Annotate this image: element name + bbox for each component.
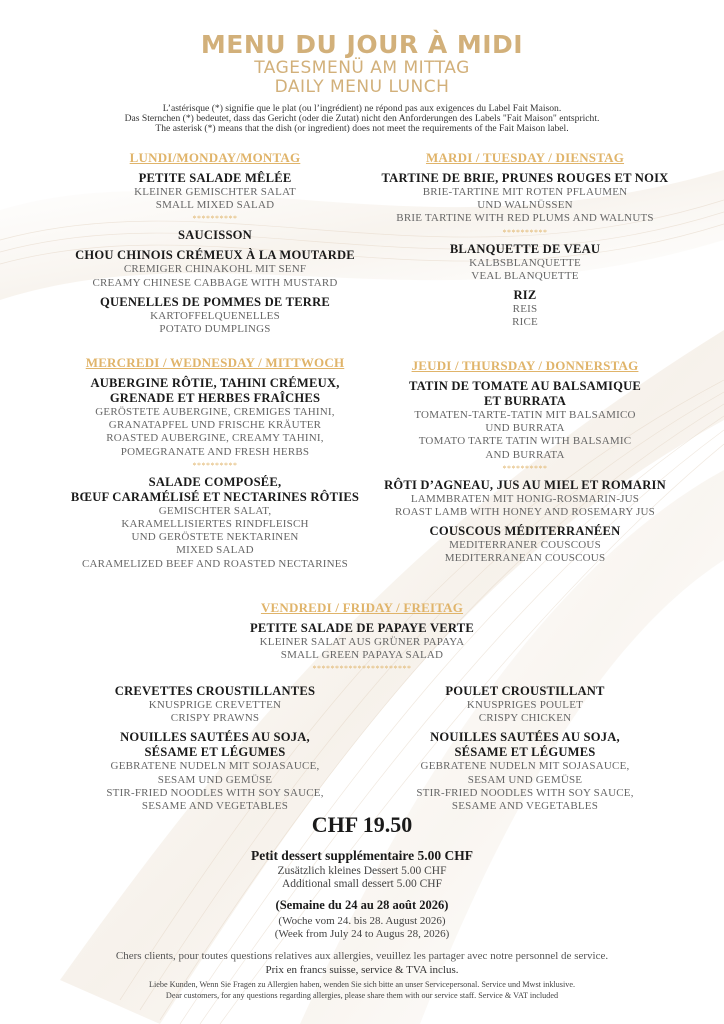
- dish-name: ET BURRATA: [483, 394, 567, 408]
- week-note-en: (Week from July 24 to Augus 28, 2026): [274, 928, 450, 940]
- day-heading-tuesday: MARDI / TUESDAY / DIENSTAG: [425, 150, 625, 165]
- dish-translation-en: BRIE TARTINE WITH RED PLUMS AND WALNUTS: [396, 212, 654, 225]
- dish-translation-de: GEMISCHTER SALAT,: [158, 504, 272, 517]
- dish-name: TATIN DE TOMATE AU BALSAMIQUE: [408, 379, 642, 393]
- asterisk-note-fr: L’astérisque (*) signifie que le plat (ou l’ingrédient) ne répond pas aux exigences du Label Fait Maison.: [162, 103, 562, 114]
- friday-section: [0, 600, 724, 678]
- friday-option-prawns: [50, 684, 380, 813]
- dish-name: CHOU CHINOIS CRÉMEUX À LA MOUTARDE: [75, 248, 355, 263]
- dish-translation-en: CRISPY CHICKEN: [478, 712, 572, 725]
- day-heading-wednesday: MERCREDI / WEDNESDAY / MITTWOCH: [85, 355, 345, 370]
- dish-translation-en: CREAMY CHINESE CABBAGE WITH MUSTARD: [92, 276, 338, 289]
- week-note-fr: (Semaine du 24 au 28 août 2026): [275, 898, 449, 912]
- dish-translation-en: STIR-FRIED NOODLES WITH SOY SAUCE,: [416, 786, 634, 799]
- dish-translation-de: LAMMBRATEN MIT HONIG-ROSMARIN-JUS: [410, 492, 640, 505]
- separator: **********: [192, 214, 238, 224]
- asterisk-note-en: The asterisk (*) means that the dish (or ingredient) does not meet the requirements of the Fait Maison label.: [155, 123, 569, 134]
- dish-translation-de: TOMATEN-TARTE-TATIN MIT BALSAMICO: [414, 409, 636, 421]
- dish-translation-de: MEDITERRANER COUSCOUS: [449, 539, 601, 552]
- thursday-section: [360, 358, 690, 566]
- dish-name: POULET CROUSTILLANT: [445, 684, 605, 698]
- dish-name: AUBERGINE RÔTIE, TAHINI CRÉMEUX,: [90, 376, 340, 390]
- separator: **********: [502, 463, 548, 473]
- dessert-note-de: Zusätzlich kleines Dessert 5.00 CHF: [277, 865, 447, 877]
- dish-name: SAUCISSON: [178, 228, 252, 243]
- dish-name: QUENELLES DE POMMES DE TERRE: [100, 294, 330, 309]
- dish-translation-en: MIXED SALAD: [176, 544, 254, 557]
- dish-translation-en: ROAST LAMB WITH HONEY AND ROSEMARY JUS: [394, 506, 655, 519]
- day-heading-friday: VENDREDI / FRIDAY / FREITAG: [260, 600, 464, 615]
- dish-translation-de: GEBRATENE NUDELN MIT SOJASAUCE,: [110, 760, 320, 773]
- dish-name: SÉSAME ET LÉGUMES: [144, 745, 286, 760]
- dish-name: CREVETTES CROUSTILLANTES: [114, 684, 316, 698]
- asterisk-note-de: Das Sternchen (*) bedeutet, dass das Gericht (oder die Zutat) nicht den Anforderungen des Labels "Fait Maison" entspricht.: [124, 113, 600, 124]
- dish-translation-de: REIS: [512, 303, 538, 316]
- dish-translation-de: GERÖSTETE AUBERGINE, CREMIGES TAHINI,: [95, 406, 335, 418]
- tuesday-section: [360, 150, 690, 329]
- dish-name: TARTINE DE BRIE, PRUNES ROUGES ET NOIX: [381, 171, 669, 185]
- dish-translation-de: KARAMELLISIERTES RINDFLEISCH: [121, 518, 309, 531]
- dessert-note-fr: Petit dessert supplémentaire 5.00 CHF: [250, 848, 474, 863]
- page-title: MENU DU JOUR À MIDI: [200, 30, 524, 59]
- dish-name: PETITE SALADE MÊLÉE: [138, 171, 292, 185]
- dish-name: SALADE COMPOSÉE,: [148, 474, 282, 489]
- dish-translation-de: KALBSBLANQUETTE: [469, 256, 581, 269]
- dish-translation-en: TOMATO TARTE TATIN WITH BALSAMIC: [418, 435, 632, 448]
- dish-translation-de: KLEINER GEMISCHTER SALAT: [134, 186, 296, 198]
- dish-name: NOUILLES SAUTÉES AU SOJA,: [430, 730, 620, 745]
- subtitle-en: DAILY MENU LUNCH: [274, 77, 450, 97]
- dish-translation-en: MEDITERRANEAN COUSCOUS: [444, 552, 606, 565]
- price-info-fr: Prix en francs suisse, service & TVA inclus.: [265, 964, 459, 976]
- dish-translation-de: GRANATAPFEL UND FRISCHE KRÄUTER: [108, 419, 322, 432]
- separator: **********************: [312, 664, 412, 674]
- dish-translation-de: SESAM UND GEMÜSE: [157, 773, 273, 786]
- separator: **********: [192, 460, 238, 470]
- dish-translation-en: SMALL MIXED SALAD: [155, 199, 275, 212]
- allergy-note-de: Liebe Kunden, Wenn Sie Fragen zu Allergien haben, wenden Sie sich bitte an unser Servicepersonal. Service und Mwst inklusive.: [148, 980, 576, 989]
- dish-name: BŒUF CARAMÉLISÉ ET NECTARINES RÔTIES: [70, 489, 360, 504]
- dish-translation-en: SESAME AND VEGETABLES: [451, 800, 599, 813]
- dish-name: GRENADE ET HERBES FRAÎCHES: [109, 391, 321, 405]
- friday-option-chicken: [360, 684, 690, 813]
- allergy-note-en: Dear customers, for any questions regarding allergies, please share them with our service staff. Service & VAT included: [165, 991, 559, 1000]
- dish-translation-en: SESAME AND VEGETABLES: [141, 800, 289, 813]
- menu-price: CHF 19.50: [311, 812, 413, 837]
- dish-translation-de: KNUSPRIGE CREVETTEN: [148, 699, 282, 711]
- monday-section: [60, 150, 370, 336]
- dish-name: SÉSAME ET LÉGUMES: [454, 745, 596, 760]
- dish-translation-de: CREMIGER CHINAKOHL MIT SENF: [123, 263, 307, 276]
- dish-translation-de: UND GERÖSTETE NEKTARINEN: [131, 531, 299, 544]
- dish-translation-de: GEBRATENE NUDELN MIT SOJASAUCE,: [420, 760, 630, 773]
- dish-name: BLANQUETTE DE VEAU: [449, 241, 601, 256]
- dish-translation-en: CARAMELIZED BEEF AND ROASTED NECTARINES: [81, 557, 349, 570]
- dish-translation-de: BRIE-TARTINE MIT ROTEN PFLAUMEN: [422, 186, 628, 198]
- dish-translation-de: UND BURRATA: [485, 422, 565, 435]
- dish-translation-de: KARTOFFELQUENELLES: [150, 309, 280, 322]
- dish-translation-de: UND WALNÜSSEN: [477, 199, 573, 212]
- day-heading-thursday: JEUDI / THURSDAY / DONNERSTAG: [411, 358, 639, 373]
- dish-translation-en: POTATO DUMPLINGS: [159, 323, 271, 336]
- wednesday-section: [60, 355, 370, 571]
- dish-translation-en: VEAL BLANQUETTE: [471, 269, 579, 282]
- dish-translation-de: KNUSPRIGES POULET: [466, 699, 584, 711]
- dish-name: COUSCOUS MÉDITERRANÉEN: [429, 524, 621, 539]
- dish-translation-en: AND BURRATA: [485, 448, 565, 461]
- dish-name: NOUILLES SAUTÉES AU SOJA,: [120, 730, 310, 745]
- separator: **********: [502, 227, 548, 237]
- subtitle-de: TAGESMENÜ AM MITTAG: [254, 58, 470, 78]
- week-note-de: (Woche vom 24. bis 28. August 2026): [278, 915, 446, 927]
- dish-translation-de: SESAM UND GEMÜSE: [467, 773, 583, 786]
- dish-translation-en: STIR-FRIED NOODLES WITH SOY SAUCE,: [106, 786, 324, 799]
- dish-name: RIZ: [513, 288, 537, 303]
- dish-name: RÔTI D’AGNEAU, JUS AU MIEL ET ROMARIN: [384, 477, 666, 492]
- day-heading-monday: LUNDI/MONDAY/MONTAG: [129, 150, 301, 165]
- allergy-note-fr: Chers clients, pour toutes questions relatives aux allergies, veuillez les partager avec notre personnel de service.: [115, 950, 609, 962]
- dish-translation-en: RICE: [512, 316, 538, 329]
- dish-name: PETITE SALADE DE PAPAYE VERTE: [250, 621, 474, 635]
- dish-translation-en: CRISPY PRAWNS: [170, 712, 260, 725]
- dish-translation-en: ROASTED AUBERGINE, CREAMY TAHINI,: [106, 432, 324, 445]
- dish-translation-en: SMALL GREEN PAPAYA SALAD: [280, 649, 444, 662]
- dessert-note-en: Additional small dessert 5.00 CHF: [281, 878, 443, 890]
- dish-translation-de: KLEINER SALAT AUS GRÜNER PAPAYA: [259, 636, 465, 648]
- dish-translation-en: POMEGRANATE AND FRESH HERBS: [120, 445, 310, 458]
